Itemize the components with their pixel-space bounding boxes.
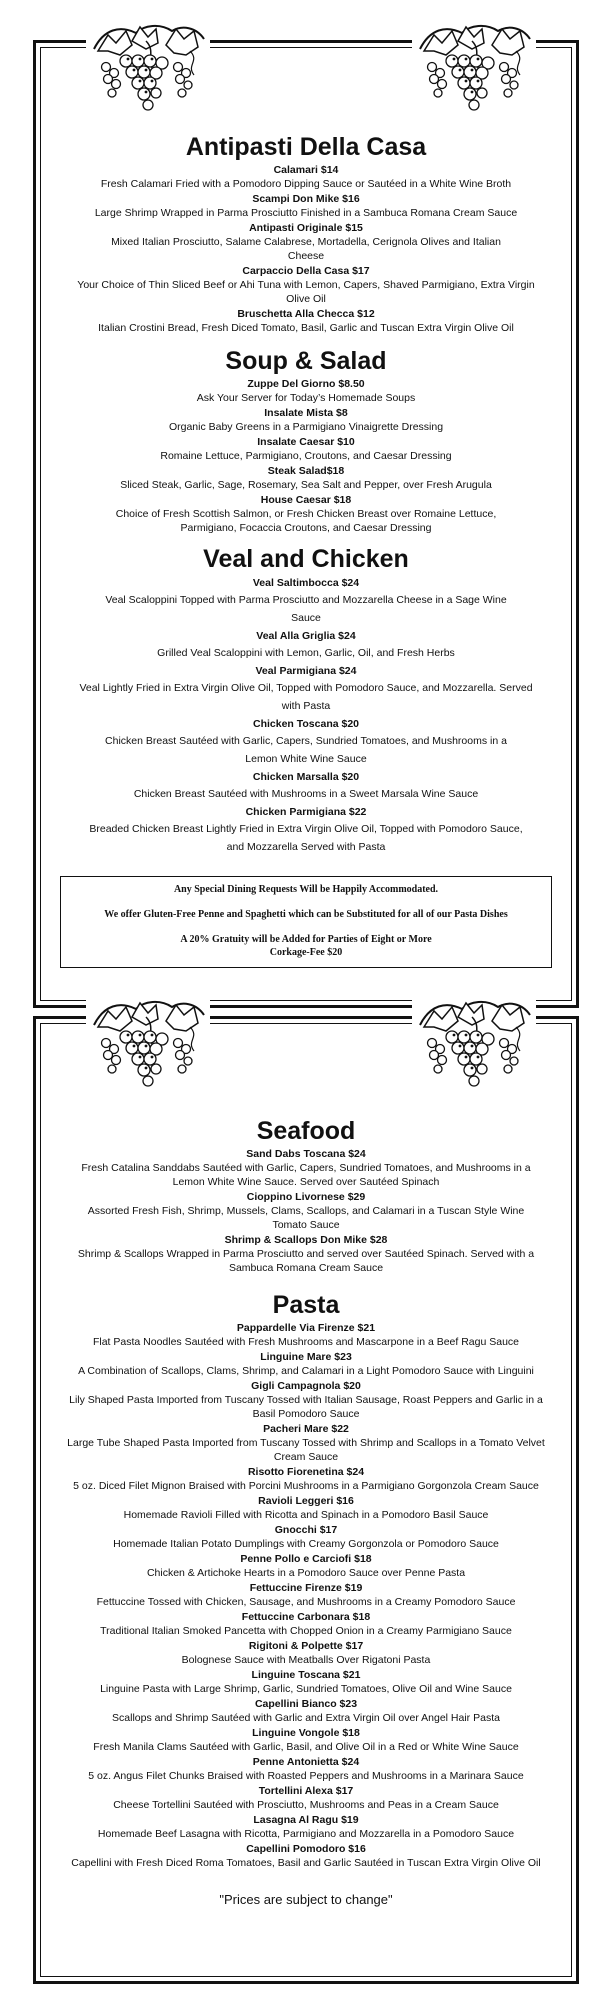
menu-item-name: Capellini Pomodoro $16 [246, 1843, 366, 1855]
menu-item-name: Linguine Vongole $18 [252, 1727, 360, 1739]
menu-item-name: Cioppino Livornese $29 [246, 1191, 366, 1203]
menu-item-description: Large Shrimp Wrapped in Parma Prosciutto Finished in a Sambuca Romana Cream Sauce [94, 207, 518, 219]
menu-item-description: Traditional Italian Smoked Pancetta with Chopped Onion in a Creamy Parmigiano Sauce [100, 1625, 512, 1637]
menu-item-name: Chicken Toscana $20 [252, 718, 360, 730]
section-title-pasta: Pasta [272, 1291, 340, 1319]
menu-item-description: Bolognese Sauce with Meatballs Over Rigatoni Pasta [181, 1654, 431, 1666]
menu-item-description: Choice of Fresh Scottish Salmon, or Fresh Chicken Breast over Romaine Lettuce, Parmigiano, Focaccia Croutons, and Caesar Dressing [115, 508, 497, 534]
menu-item-description: 5 oz. Diced Filet Mignon Braised with Porcini Mushrooms in a Parmigiano Gorgonzola Cream Sauce [73, 1480, 539, 1492]
gratuity-note: A 20% Gratuity will be Added for Parties of Eight or More [180, 934, 432, 945]
menu-item-description: Linguine Pasta with Large Shrimp, Garlic, Sundried Tomatoes, Olive Oil and Wine Sauce [100, 1683, 512, 1695]
price-change-note: "Prices are subject to change" [219, 1892, 393, 1907]
menu-item-name: Lasagna Al Ragu $19 [253, 1814, 359, 1826]
menu-item-name: Steak Salad$18 [267, 465, 345, 477]
menu-item-description: Large Tube Shaped Pasta Imported from Tuscany Tossed with Shrimp and Scallops in a Tomato Velvet Cream Sauce [67, 1437, 545, 1463]
special-requests-note: Any Special Dining Requests Will be Happily Accommodated. [173, 884, 439, 895]
menu-item-name: Sand Dabs Toscana $24 [246, 1148, 366, 1160]
section-title-veal-chicken: Veal and Chicken [203, 545, 409, 573]
grape-vine-icon [86, 993, 210, 1101]
seafood-section [52, 1115, 560, 1275]
menu-item-name: Linguine Toscana $21 [251, 1669, 361, 1681]
menu-item-description: Shrimp & Scallops Wrapped in Parma Prosciutto and served over Sautéed Spinach. Served with a Sambuca Romana Cream Sauce [77, 1248, 535, 1274]
menu-item-description: Assorted Fresh Fish, Shrimp, Mussels, Clams, Scallops, and Calamari in a Tuscan Style Wine Tomato Sauce [87, 1205, 525, 1231]
menu-item-description: Ask Your Server for Today’s Homemade Soups [196, 392, 416, 404]
menu-item-name: Gigli Campagnola $20 [251, 1380, 361, 1392]
menu-item-description: Homemade Beef Lasagna with Ricotta, Parmigiano and Mozzarella in a Pomodoro Sauce [97, 1828, 515, 1840]
menu-item-name: Veal Alla Griglia $24 [256, 630, 356, 642]
corkage-fee-note: Corkage-Fee $20 [269, 947, 343, 958]
menu-item-name: Calamari $14 [273, 164, 339, 176]
menu-item-description: Organic Baby Greens in a Parmigiano Vinaigrette Dressing [168, 421, 444, 433]
menu-item-name: Zuppe Del Giorno $8.50 [247, 378, 365, 390]
menu-item-description: Your Choice of Thin Sliced Beef or Ahi Tuna with Lemon, Capers, Shaved Parmigiano, Extra Virgin Olive Oil [77, 279, 535, 305]
menu-item-description: Italian Crostini Bread, Fresh Diced Tomato, Basil, Garlic and Tuscan Extra Virgin Olive Oil [98, 322, 514, 334]
section-title-seafood: Seafood [256, 1117, 356, 1145]
menu-page-2 [33, 1016, 579, 1984]
menu-item-description: Sliced Steak, Garlic, Sage, Rosemary, Sea Salt and Pepper, over Fresh Arugula [120, 479, 492, 491]
menu-item-name: Gnocchi $17 [274, 1524, 338, 1536]
menu-item-name: Insalate Mista $8 [264, 407, 348, 419]
menu-item-description: Chicken & Artichoke Hearts in a Pomodoro Sauce over Penne Pasta [146, 1567, 466, 1579]
menu-item-description: Fettuccine Tossed with Chicken, Sausage, and Mushrooms in a Creamy Pomodoro Sauce [96, 1596, 516, 1608]
menu-item-description: Fresh Manila Clams Sautéed with Garlic, Basil, and Olive Oil in a Red or White Wine Sauce [93, 1741, 519, 1753]
menu-item-name: Carpaccio Della Casa $17 [242, 265, 370, 277]
menu-item-description: Fresh Catalina Sanddabs Sautéed with Garlic, Capers, Sundried Tomatoes, and Mushrooms in a Lemon White Wine Sauce. Served over Sautéed Spinach [81, 1162, 531, 1188]
veal-chicken-section [52, 543, 560, 856]
menu-item-description: Veal Scaloppini Topped with Parma Prosciutto and Mozzarella Cheese in a Sage Wine Sauce [105, 594, 507, 624]
menu-item-name: Tortellini Alexa $17 [258, 1785, 354, 1797]
menu-item-name: Scampi Don Mike $16 [252, 193, 360, 205]
menu-item-name: Fettuccine Firenze $19 [249, 1582, 363, 1594]
menu-item-description: Mixed Italian Prosciutto, Salame Calabrese, Mortadella, Cerignola Olives and Italian Cheese [111, 236, 501, 262]
menu-item-description: Fresh Calamari Fried with a Pomodoro Dipping Sauce or Sautéed in a White Wine Broth [100, 178, 512, 190]
menu-item-description: Homemade Ravioli Filled with Ricotta and Spinach in a Pomodoro Basil Sauce [123, 1509, 489, 1521]
menu-item-name: Linguine Mare $23 [260, 1351, 352, 1363]
menu-item-description: 5 oz. Angus Filet Chunks Braised with Roasted Peppers and Mushrooms in a Marinara Sauce [88, 1770, 524, 1782]
menu-item-description: Capellini with Fresh Diced Roma Tomatoes, Basil and Garlic Sautéed in Tuscan Extra Virgin Olive Oil [71, 1857, 541, 1869]
menu-item-description: Scallops and Shrimp Sautéed with Garlic and Extra Virgin Oil over Angel Hair Pasta [112, 1712, 500, 1724]
menu-item-name: Veal Saltimbocca $24 [252, 577, 360, 589]
menu-item-name: Insalate Caesar $10 [257, 436, 355, 448]
menu-item-name: Rigitoni & Polpette $17 [248, 1640, 364, 1652]
grape-vine-icon [412, 993, 536, 1101]
menu-item-description: Romaine Lettuce, Parmigiano, Croutons, and Caesar Dressing [160, 450, 452, 462]
antipasti-section [52, 131, 560, 335]
menu-item-description: Chicken Breast Sautéed with Garlic, Capers, Sundried Tomatoes, and Mushrooms in a Lemon White Wine Sauce [105, 735, 507, 765]
gluten-free-note: We offer Gluten-Free Penne and Spaghetti which can be Substituted for all of our Pasta Dishes [104, 909, 508, 920]
menu-item-description: Veal Lightly Fried in Extra Virgin Olive Oil, Topped with Pomodoro Sauce, and Mozzarella. Served with Pasta [79, 682, 533, 712]
menu-item-name: Shrimp & Scallops Don Mike $28 [224, 1234, 388, 1246]
menu-item-description: Breaded Chicken Breast Lightly Fried in Extra Virgin Olive Oil, Topped with Pomodoro Sauce, and Mozzarella Served with Pasta [89, 823, 523, 853]
menu-item-description: Chicken Breast Sautéed with Mushrooms in a Sweet Marsala Wine Sauce [133, 788, 479, 800]
menu-item-name: Fettuccine Carbonara $18 [241, 1611, 371, 1623]
menu-item-name: Ravioli Leggeri $16 [258, 1495, 354, 1507]
menu-page-1 [33, 40, 579, 1008]
menu-item-name: House Caesar $18 [260, 494, 352, 506]
menu-item-name: Penne Antonietta $24 [252, 1756, 360, 1768]
menu-item-description: Cheese Tortellini Sautéed with Prosciutto, Mushrooms and Peas in a Cream Sauce [113, 1799, 499, 1811]
menu-item-name: Pacheri Mare $22 [263, 1423, 349, 1435]
dining-policy-box [60, 876, 552, 968]
menu-item-name: Penne Pollo e Carciofi $18 [240, 1553, 372, 1565]
soup-salad-section [52, 345, 560, 535]
grape-vine-icon [86, 17, 210, 125]
menu-item-description: Homemade Italian Potato Dumplings with Creamy Gorgonzola or Pomodoro Sauce [113, 1538, 499, 1550]
page-1-content [52, 131, 560, 968]
section-title-soup-salad: Soup & Salad [225, 347, 387, 375]
menu-item-description: Lily Shaped Pasta Imported from Tuscany Tossed with Italian Sausage, Roast Peppers and Garlic in a Basil Pomodoro Sauce [69, 1394, 543, 1420]
menu-item-description: Flat Pasta Noodles Sautéed with Fresh Mushrooms and Mascarpone in a Beef Ragu Sauce [92, 1336, 520, 1348]
menu-item-name: Veal Parmigiana $24 [255, 665, 357, 677]
menu-item-name: Chicken Parmigiana $22 [245, 806, 367, 818]
section-title-antipasti: Antipasti Della Casa [185, 133, 427, 161]
menu-item-description: A Combination of Scallops, Clams, Shrimp, and Calamari in a Light Pomodoro Sauce with Linguini [78, 1365, 534, 1377]
menu-item-name: Chicken Marsalla $20 [252, 771, 360, 783]
menu-item-name: Antipasti Originale $15 [249, 222, 363, 234]
menu-item-name: Capellini Bianco $23 [254, 1698, 358, 1710]
pasta-section [52, 1289, 560, 1870]
page-2-content [52, 1115, 560, 1921]
menu-item-name: Risotto Fiorenetina $24 [247, 1466, 365, 1478]
menu-item-description: Grilled Veal Scaloppini with Lemon, Garlic, Oil, and Fresh Herbs [157, 647, 455, 659]
grape-vine-icon [412, 17, 536, 125]
menu-item-name: Bruschetta Alla Checca $12 [237, 308, 375, 320]
menu-item-name: Pappardelle Via Firenze $21 [236, 1322, 376, 1334]
